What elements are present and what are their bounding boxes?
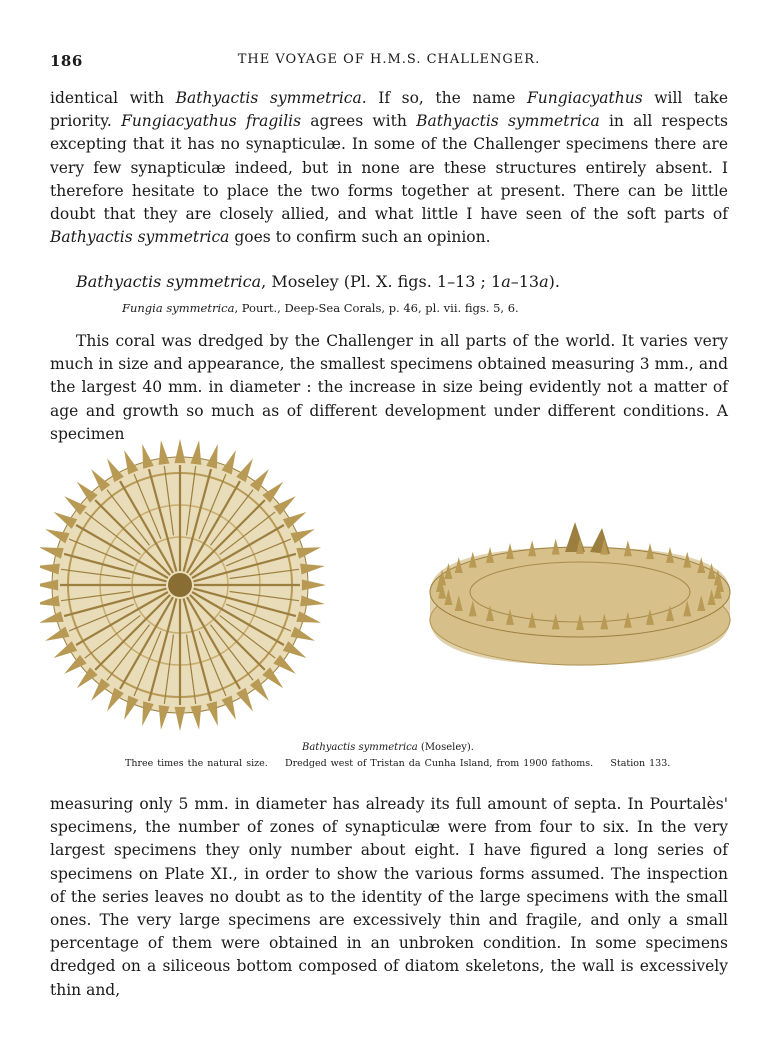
text-run: agrees with [301,112,417,131]
coral-spine [159,440,170,465]
coral-spine [175,707,186,731]
synonym-name: Fungia symmetrica [122,301,235,315]
figure-caption-title [0,742,776,753]
page-number: 186 [50,52,83,70]
paragraph-3-text: measuring only 5 mm. in diameter has already its full amount of septa. In Pourtalès' specimens, the number of zones of synapticulæ were from four to six. In the very largest specimens they only number about eight. I have figured a long series of specimens on Plate XI., in order to show the various forms assumed. The inspection of the series leaves no doubt as to the identity of the large specimens with the small ones. The very large specimens are excessively thin and fragile, and only a small percentage of them were obtained in an unbroken condition. In some specimens dredged on a siliceous bottom composed of diatom skeletons, the wall is excessively thin and, [50,795,728,999]
heading-text: ). [548,272,560,291]
coral-spine [296,611,321,623]
coral-spine [296,547,321,559]
coral-spine [159,705,170,730]
text-run: . If so, the name [361,89,528,107]
coral-spine [190,705,201,730]
coral-illustration [40,430,740,750]
paragraph-2-text: This coral was dredged by the Challenger in all parts of the world. It varies very much in size and appearance, the smallest specimens obtained measuring 3 mm., and the largest 40 mm. in diameter : the increase in size being evidently not a matter of age and growth so much as of different development under different conditions. A specimen [50,332,728,443]
paragraph-3 [50,793,728,1002]
coral-spine [40,580,58,591]
coral-spine [300,564,325,575]
taxon-name: Fungiacyathus [527,89,643,107]
coral-spine [40,564,60,575]
paragraph-2 [50,330,728,446]
coral-top-view [40,439,326,731]
coral-spine [142,444,154,469]
heading-italic: a [501,272,511,291]
coral-spine [142,701,154,726]
caption-author: (Moseley). [417,742,474,753]
text-run: in all respects excepting that it has no synapticulæ. In some of the Challenger specimens there are very few synapticulæ indeed, but in none are these structures entirely absent. I therefore hesitate to place the two forms together at present. There can be little doubt that they are closely allied, and what little I have seen of the soft parts of [50,112,728,224]
heading-italic: a [539,272,549,291]
page-header [50,52,728,72]
synonym-citation [122,301,519,315]
coral-spine [40,547,64,559]
taxon-name: Bathyactis symmetrica [416,112,600,131]
caption-scale: Three times the natural size. [125,758,268,769]
caption-station: Station 133. [610,758,671,769]
coral-spine [40,595,60,606]
heading-text: –13 [510,272,540,291]
coral-side-spine [552,539,560,555]
coral-side-view [430,522,730,665]
paragraph-1 [50,87,728,249]
caption-location: Dredged west of Tristan da Cunha Island, from 1900 fathoms. [285,758,594,769]
coral-spine [175,439,186,463]
synonym-reference: , Pourt., Deep-Sea Corals, p. 46, pl. vii. figs. 5, 6. [234,301,519,315]
species-heading [76,272,560,291]
figure-caption-details [125,758,670,769]
coral-spine [206,701,218,726]
coral-figure [40,430,740,750]
coral-spine [40,611,64,623]
taxon-name: Fungiacyathus fragilis [121,112,302,131]
taxon-name: Bathyactis symmetrica [175,89,362,107]
text-run: goes to confirm such an opinion. [229,228,491,247]
text-run: identical with [50,89,176,107]
taxon-name: Bathyactis symmetrica [50,228,230,247]
heading-text: , Moseley (Pl. X. figs. 1–13 ; 1 [261,272,502,291]
running-title: THE VOYAGE OF H.M.S. CHALLENGER. [237,52,541,67]
text-run: will take priority. [50,89,728,131]
coral-spine [190,440,201,465]
caption-species: Bathyactis symmetrica [302,742,418,753]
coral-spine [302,580,326,591]
coral-spine [206,444,218,469]
coral-spine [300,595,325,606]
species-name: Bathyactis symmetrica [76,272,262,291]
